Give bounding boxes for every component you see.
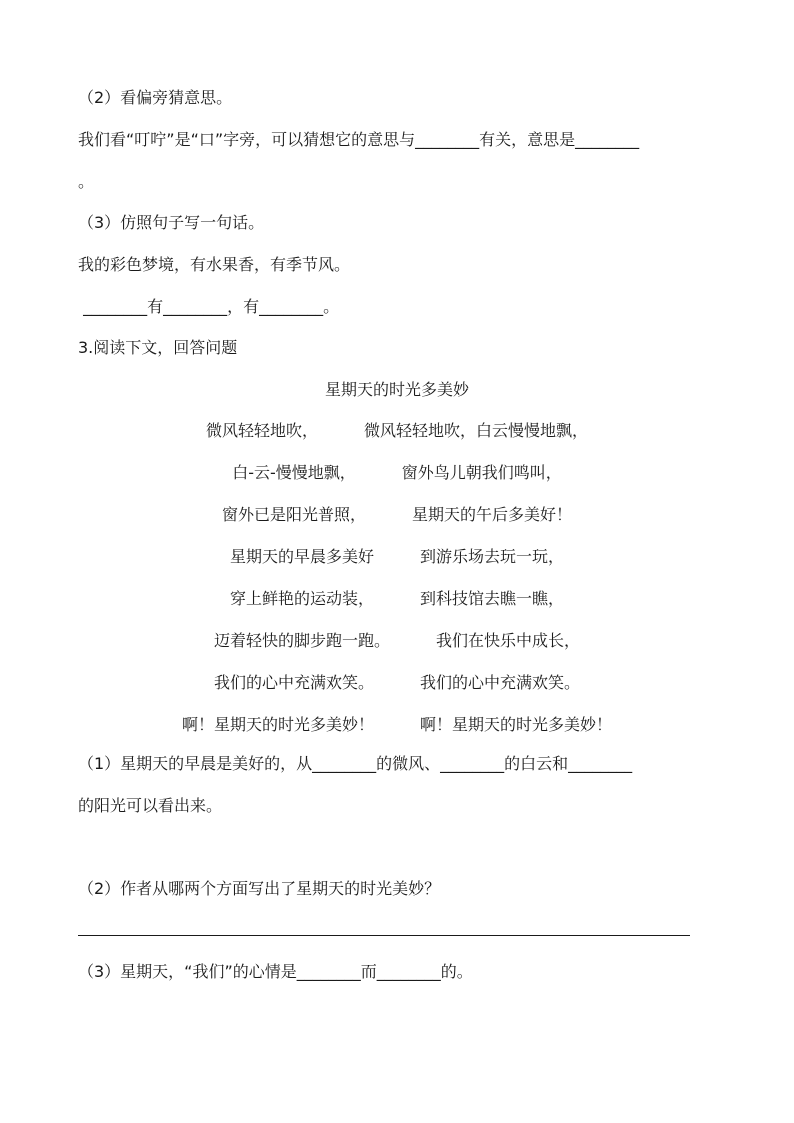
question-3-heading: 3.阅读下文，回答问题	[78, 338, 238, 357]
poem-line	[0, 547, 794, 567]
question-2-sub-3-example: 我的彩色梦境，有水果香，有季节风。	[78, 255, 351, 274]
poem-line-left: 微风轻轻地吹，	[205, 421, 318, 440]
question-3-sub-1-text: （1）星期天的早晨是美好的，从________的微风、________的白云和________	[78, 754, 633, 773]
poem-line	[0, 589, 794, 609]
question-2-sub-2-label: （2）看偏旁猜意思。	[78, 88, 233, 107]
poem-title: 星期天的时光多美妙	[324, 380, 469, 399]
poem-line-right: 啊！星期天的时光多美妙！	[420, 715, 613, 734]
poem-line	[0, 673, 794, 693]
poem-line-left: 啊！星期天的时光多美妙！	[181, 715, 374, 734]
poem-line-left: 穿上鲜艳的运动装，	[229, 589, 374, 608]
question-3-sub-2-text: （2）作者从哪两个方面写出了星期天的时光美妙？	[78, 879, 441, 898]
poem-line-right: 窗外鸟儿朝我们鸣叫，	[401, 463, 562, 482]
poem-line	[0, 421, 794, 441]
poem-line	[0, 463, 794, 483]
poem-line-left: 迈着轻快的脚步跑一跑。	[213, 631, 390, 650]
poem-line-left: 窗外已是阳光普照，	[221, 505, 366, 524]
question-2-sub-3-label: （3）仿照句子写一句话。	[78, 213, 265, 232]
poem-line-left: 我们的心中充满欢笑。	[213, 673, 374, 692]
poem-line	[0, 631, 794, 651]
poem-line-left: 白-云-慢慢地飘，	[232, 463, 356, 482]
poem-line-right: 我们的心中充满欢笑。	[420, 673, 581, 692]
answer-line	[78, 935, 690, 936]
poem-line-left: 星期天的早晨多美好	[229, 547, 374, 566]
poem-line-right: 到游乐场去玩一玩，	[420, 547, 565, 566]
question-2-sub-2-period: 。	[78, 172, 95, 191]
poem-line-right: 我们在快乐中成长，	[436, 631, 581, 650]
poem-line-right: 星期天的午后多美好！	[412, 505, 573, 524]
question-3-sub-1-continuation: 的阳光可以看出来。	[78, 796, 223, 815]
question-2-sub-2-text: 我们看“叮咛”是“口”字旁，可以猜想它的意思与________有关，意思是________	[78, 130, 640, 149]
poem-line	[0, 715, 794, 735]
poem-line	[0, 505, 794, 525]
question-2-sub-3-blanks: ________有________，有________。	[78, 297, 340, 316]
poem-line-right: 到科技馆去瞧一瞧，	[420, 589, 565, 608]
poem-line-right: 微风轻轻地吹，白云慢慢地飘，	[364, 421, 589, 440]
question-3-sub-3-text: （3）星期天，“我们”的心情是________而________的。	[78, 962, 473, 981]
